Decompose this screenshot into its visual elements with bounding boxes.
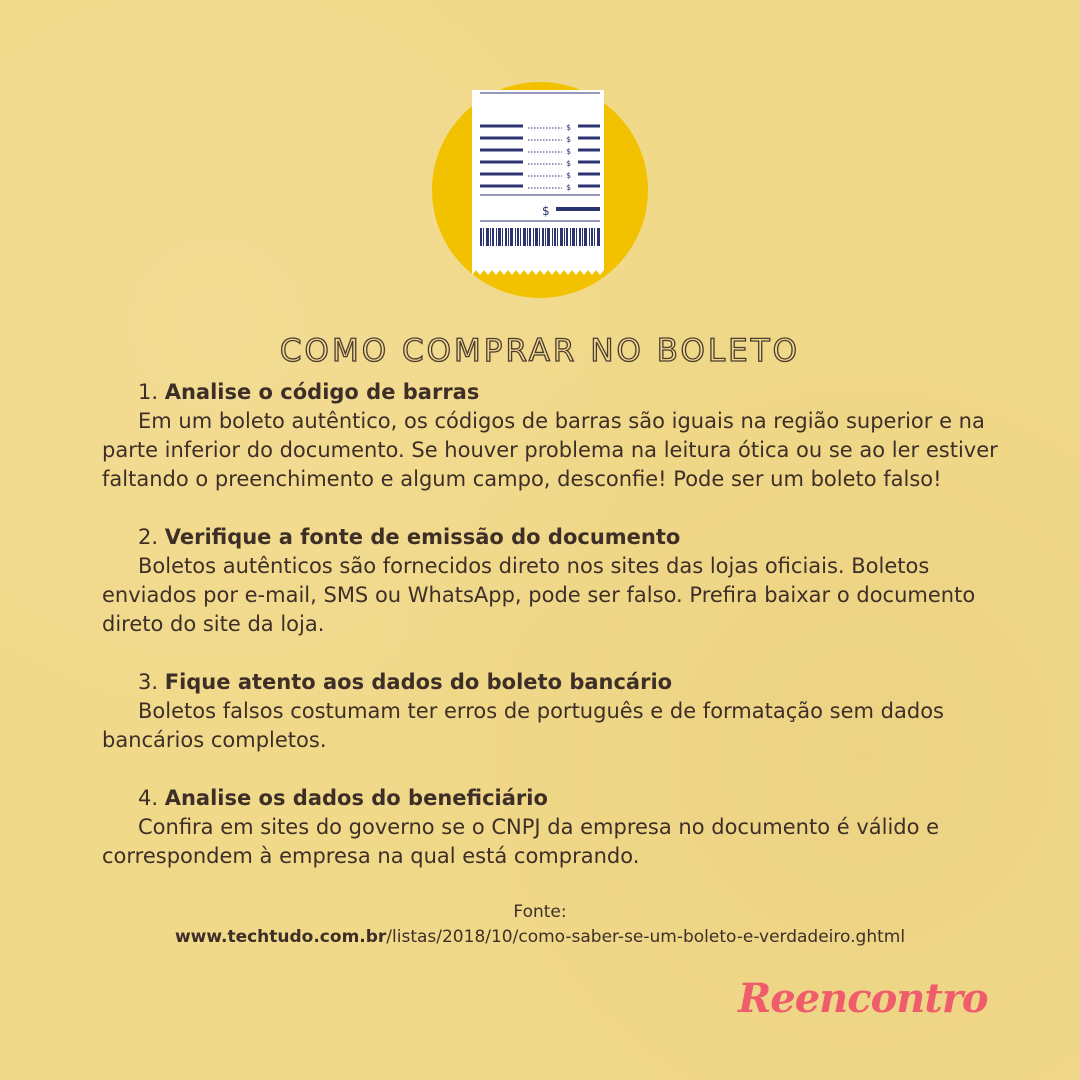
item-number: 3. [138, 670, 159, 694]
page-title: COMO COMPRAR NO BOLETO [279, 332, 801, 369]
item-number: 1. [138, 380, 159, 404]
source-credit [0, 900, 1080, 950]
item-heading [102, 378, 1002, 407]
brand-logo: Reencontro [738, 975, 988, 1022]
item-heading [102, 784, 1002, 813]
svg-text:$: $ [566, 171, 572, 180]
item-title: Fique atento aos dados do boleto bancário [164, 670, 673, 694]
svg-text:$: $ [566, 123, 572, 132]
item-number: 2. [138, 525, 159, 549]
source-domain: www.techtudo.com.br [174, 927, 387, 947]
item-title: Analise o código de barras [164, 380, 480, 404]
item-heading [102, 668, 1002, 697]
item-heading [102, 523, 1002, 552]
receipt-icon [432, 82, 648, 298]
svg-text:$: $ [542, 204, 550, 218]
source-path: /listas/2018/10/como-saber-se-um-boleto-e-verdadeiro.ghtml [386, 927, 906, 947]
svg-text:$: $ [566, 135, 572, 144]
list-item [102, 784, 1002, 871]
svg-text:$: $ [566, 183, 572, 192]
list-item [102, 668, 1002, 755]
item-body: Boletos falsos costumam ter erros de português e de formatação sem dados bancários completos. [102, 699, 944, 752]
item-title: Verifique a fonte de emissão do documento [164, 525, 681, 549]
source-url[interactable] [0, 925, 1080, 950]
item-body: Em um boleto autêntico, os códigos de barras são iguais na região superior e na parte inferior do documento. Se houver problema na leitura ótica ou se ao ler estiver faltando o preenchimento e algum campo, desconfie! Pode ser um boleto falso! [102, 409, 998, 491]
tips-list [102, 378, 1002, 900]
list-item [102, 523, 1002, 639]
source-label: Fonte: [513, 902, 567, 922]
item-body: Boletos autênticos são fornecidos direto nos sites das lojas oficiais. Boletos enviados por e-mail, SMS ou WhatsApp, pode ser falso. Prefira baixar o documento direto do site da loja. [102, 554, 976, 636]
item-number: 4. [138, 786, 159, 810]
list-item [102, 378, 1002, 494]
item-body: Confira em sites do governo se o CNPJ da empresa no documento é válido e correspondem à empresa na qual está comprando. [102, 815, 940, 868]
svg-text:$: $ [566, 147, 572, 156]
svg-text:$: $ [566, 159, 572, 168]
receipt-icon-container [432, 82, 648, 298]
item-title: Analise os dados do beneficiário [164, 786, 548, 810]
